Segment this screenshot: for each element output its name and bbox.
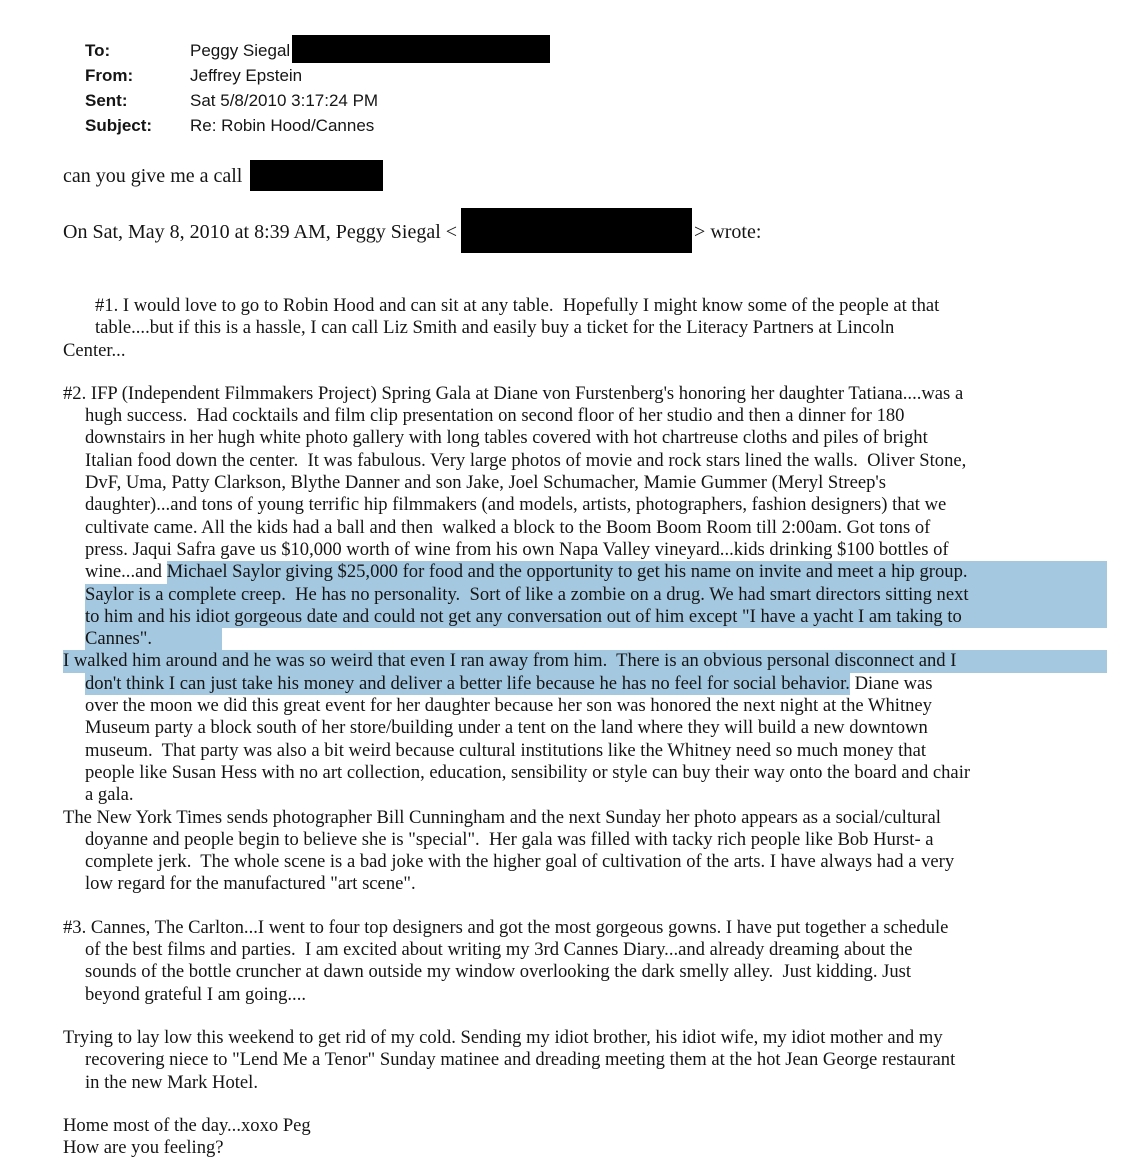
- body-line: [63, 494, 1107, 516]
- paragraph: [63, 1027, 1107, 1094]
- paragraph: [63, 295, 1107, 362]
- body-text: hugh success. Had cocktails and film clip presentation on second floor of her studio and then a dinner for 180: [85, 405, 905, 427]
- body-line: [63, 628, 1107, 650]
- redaction-bar-phone: [250, 160, 383, 191]
- quote-intro-line: [63, 219, 1107, 245]
- highlighted-text: I walked him around and he was so weird that even I ran away from him. There is an obvious personal disconnect and I: [63, 650, 1107, 672]
- body-text: Center...: [63, 339, 126, 361]
- body-line: [63, 383, 1107, 405]
- body-line: [63, 472, 1107, 494]
- body-line: [63, 1049, 1107, 1071]
- body-text: museum. That party was also a bit weird because cultural institutions like the Whitney need so much money that: [85, 739, 927, 761]
- body-line: [63, 917, 1107, 939]
- body-text: Diane was: [849, 672, 933, 694]
- body-text: table....but if this is a hassle, I can call Liz Smith and easily buy a ticket for the Literacy Partners at Lincoln: [95, 317, 895, 339]
- paragraph: [63, 383, 1107, 896]
- sent-value: Sat 5/8/2010 3:17:24 PM: [190, 91, 379, 110]
- body-line: [63, 317, 1107, 339]
- highlighted-text: to him and his idiot gorgeous date and could not get any conversation out of him except "I have a yacht I am taking to: [85, 606, 1107, 628]
- body-line: [63, 695, 1107, 717]
- body-text: daughter)...and tons of young terrific hip filmmakers (and models, artists, photographers, fashion designers) that we: [85, 494, 947, 516]
- body-text: beyond grateful I am going....: [85, 983, 307, 1005]
- from-label: From:: [85, 66, 134, 85]
- body-line: [63, 450, 1107, 472]
- body-text: over the moon we did this great event for her daughter because her son was honored the next night at the Whitney: [85, 695, 932, 717]
- body-text: recovering niece to "Lend Me a Tenor" Sunday matinee and dreading meeting them at the hot Jean George restaurant: [85, 1049, 956, 1071]
- quoted-email-body: [63, 295, 1107, 1159]
- body-text: The New York Times sends photographer Bill Cunningham and the next Sunday her photo appears as a social/cultural: [63, 806, 941, 828]
- email-header: [63, 38, 1107, 138]
- body-text: low regard for the manufactured "art scene".: [85, 873, 416, 895]
- redaction-bar-to: [292, 35, 550, 63]
- paragraph: [63, 917, 1107, 1006]
- to-label: To:: [85, 41, 111, 60]
- quote-intro-suffix: > wrote:: [694, 221, 762, 243]
- body-text: #1. I would love to go to Robin Hood and can sit at any table. Hopefully I might know some of the people at that: [95, 295, 940, 316]
- body-line: [63, 584, 1107, 606]
- body-line: [63, 340, 1107, 362]
- body-line: [63, 673, 1107, 695]
- body-line: [63, 295, 1107, 317]
- body-text: Italian food down the center. It was fabulous. Very large photos of movie and rock stars lined the walls. Oliver Stone,: [85, 449, 967, 471]
- message-line: [63, 160, 1107, 191]
- body-line: [63, 829, 1107, 851]
- body-text: #2. IFP (Independent Filmmakers Project) Spring Gala at Diane von Furstenberg's honoring her daughter Tatiana....was a: [63, 382, 964, 404]
- body-line: [63, 807, 1107, 829]
- body-text: of the best films and parties. I am excited about writing my 3rd Cannes Diary...and already dreaming about the: [85, 939, 913, 961]
- header-field-sent: [85, 88, 1107, 113]
- header-field-subject: [85, 113, 1107, 138]
- body-line: [63, 517, 1107, 539]
- body-text: wine...and: [85, 561, 167, 583]
- body-text: Museum party a block south of her store/building under a tent on the land where they will build a new downtown: [85, 717, 928, 739]
- body-text: a gala.: [85, 784, 134, 806]
- body-line: [63, 740, 1107, 762]
- highlighted-text: Saylor is a complete creep. He has no personality. Sort of like a zombie on a drug. We had smart directors sitting next: [85, 584, 1107, 606]
- from-value: Jeffrey Epstein: [190, 66, 303, 85]
- body-text: downstairs in her hugh white photo gallery with long tables covered with hot chartreuse cloths and piles of bright: [85, 427, 928, 449]
- highlighted-text: Michael Saylor giving $25,000 for food and the opportunity to get his name on invite and meet a hip group.: [167, 561, 1107, 583]
- body-line: [63, 1115, 1107, 1137]
- paragraph: [63, 1115, 1107, 1160]
- body-text: in the new Mark Hotel.: [85, 1071, 258, 1093]
- body-text: complete jerk. The whole scene is a bad joke with the higher goal of cultivation of the arts. I have always had a very: [85, 851, 955, 873]
- body-line: [63, 1072, 1107, 1094]
- to-value: Peggy Siegal: [190, 41, 291, 60]
- body-text: How are you feeling?: [63, 1137, 224, 1159]
- body-line: [63, 873, 1107, 895]
- body-line: [63, 939, 1107, 961]
- body-line: [63, 427, 1107, 449]
- highlighted-text: don't think I can just take his money and deliver a better life because he has no feel for social behavior.: [85, 672, 850, 694]
- body-line: [63, 784, 1107, 806]
- body-line: [63, 606, 1107, 628]
- body-text: Home most of the day...xoxo Peg: [63, 1114, 311, 1136]
- body-text: press. Jaqui Safra gave us $10,000 worth of wine from his own Napa Valley vineyard...kids drinking $100 bottles of: [85, 538, 949, 560]
- body-line: [63, 561, 1107, 583]
- body-line: [63, 984, 1107, 1006]
- subject-label: Subject:: [85, 116, 153, 135]
- body-line: [63, 1137, 1107, 1159]
- body-text: people like Susan Hess with no art collection, education, sensibility or style can buy their way onto the board and chair: [85, 761, 971, 783]
- header-field-to: [85, 38, 1107, 63]
- message-text: can you give me a call: [63, 164, 243, 187]
- highlighted-text: Cannes".: [85, 628, 222, 650]
- body-line: [63, 851, 1107, 873]
- subject-value: Re: Robin Hood/Cannes: [190, 116, 375, 135]
- body-text: sounds of the bottle cruncher at dawn outside my window overlooking the dark smelly alley. Just kidding. Just: [85, 961, 912, 983]
- redaction-bar-email: [461, 208, 692, 253]
- body-line: [63, 961, 1107, 983]
- body-text: cultivate came. All the kids had a ball and then walked a block to the Boom Boom Room till 2:00am. Got tons of: [85, 516, 931, 538]
- body-line: [63, 1027, 1107, 1049]
- quote-intro-prefix: On Sat, May 8, 2010 at 8:39 AM, Peggy Siegal <: [63, 221, 458, 243]
- body-line: [63, 405, 1107, 427]
- body-line: [63, 650, 1107, 672]
- body-line: [63, 762, 1107, 784]
- body-text: #3. Cannes, The Carlton...I went to four top designers and got the most gorgeous gowns. I have put together a schedule: [63, 916, 949, 938]
- body-text: doyanne and people begin to believe she is "special". Her gala was filled with tacky rich people like Bob Hurst- a: [85, 828, 934, 850]
- body-line: [63, 717, 1107, 739]
- body-text: DvF, Uma, Patty Clarkson, Blythe Danner and son Jake, Joel Schumacher, Mamie Gummer (Meryl Streep's: [85, 472, 887, 494]
- body-text: Trying to lay low this weekend to get rid of my cold. Sending my idiot brother, his idiot wife, my idiot mother and my: [63, 1026, 943, 1048]
- sent-label: Sent:: [85, 91, 128, 110]
- header-field-from: [85, 63, 1107, 88]
- body-line: [63, 539, 1107, 561]
